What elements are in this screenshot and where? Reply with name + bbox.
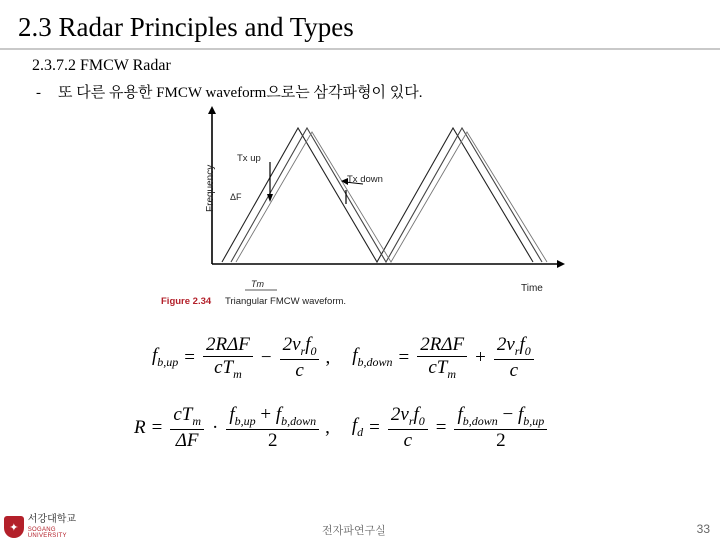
eq-fraction: $\frac{\text{2RΔF}}{cT_m}$ — [203, 334, 253, 381]
equation-row-range-doppler — [134, 404, 549, 451]
figure-caption-number: Figure 2.34 — [161, 296, 212, 307]
section-heading: 2.3.7.2 FMCW Radar — [32, 57, 171, 74]
y-axis-arrow — [208, 106, 216, 114]
university-name-kr: 서강대학교 — [27, 514, 77, 525]
y-axis-label: Frequency — [205, 164, 216, 212]
eq-lhs: $f_d$ — [351, 415, 364, 440]
equation-fb-down — [352, 334, 536, 381]
eq-fraction: $\frac{2v_rf_0}{c}$ — [388, 404, 428, 451]
equation-fb-up — [152, 334, 352, 381]
university-logo — [4, 514, 96, 540]
university-name-en: SOGANG UNIVERSITY — [27, 527, 67, 539]
eq-sign: = — [184, 346, 195, 368]
title-divider — [0, 48, 720, 50]
bullet-marker: - — [36, 85, 41, 101]
eq-fraction: $\frac{2v_rf_0}{c}$ — [494, 334, 534, 381]
rx-waveform — [231, 128, 542, 262]
eq-fraction: $\frac{f_{b,down} - f_{b,up}}{2}$ — [454, 404, 547, 451]
waveform-diagram — [155, 104, 575, 316]
bullet-text: 또 다른 유용한 FMCW waveform으로는 삼각파형이 있다. — [58, 85, 423, 101]
delta-f-label: ΔF — [230, 192, 242, 202]
bullet-item — [36, 81, 422, 102]
eq-sign: = — [369, 416, 380, 438]
eq-operator: + — [475, 346, 486, 368]
x-axis-label: Time — [521, 283, 543, 294]
eq-sign: = — [398, 346, 410, 368]
page-number: 33 — [696, 522, 710, 536]
eq-comma: , — [325, 346, 331, 368]
tx-down-label: Tx down — [347, 174, 383, 185]
figure-caption-text: Triangular FMCW waveform. — [225, 296, 347, 307]
tx-up-label: Tx up — [237, 153, 261, 164]
x-axis-arrow — [557, 260, 565, 268]
eq-lhs: R — [134, 416, 146, 438]
waveform-figure — [155, 104, 575, 316]
eq-sign: = — [151, 416, 163, 438]
eq-lhs: $f_{b,down}$ — [352, 345, 393, 370]
eq-operator: − — [260, 346, 272, 368]
equation-doppler — [352, 404, 549, 451]
equation-range — [134, 404, 352, 451]
rx-waveform-shifted — [236, 132, 547, 262]
eq-fraction: $\frac{\text{2RΔF}}{cT_m}$ — [417, 334, 467, 381]
slide-title: 2.3 Radar Principles and Types — [18, 12, 354, 42]
eq-comma: , — [325, 416, 330, 438]
eq-sign: = — [435, 416, 447, 438]
equation-row-beat — [152, 334, 536, 381]
eq-fraction: $\frac{2v_rf_0}{c}$ — [280, 334, 320, 381]
eq-lhs: $f_{b,up}$ — [152, 345, 179, 370]
footer-lab-name: 전자파연구실 — [322, 524, 386, 537]
eq-fraction: $\frac{cT_m}{\Delta F}$ — [170, 404, 204, 451]
eq-operator: · — [212, 416, 219, 438]
eq-fraction: $\frac{f_{b,up} + f_{b,down}}{2}$ — [226, 404, 319, 451]
university-seal-icon: ✦ — [4, 516, 24, 538]
tm-label: Tm — [251, 279, 264, 289]
